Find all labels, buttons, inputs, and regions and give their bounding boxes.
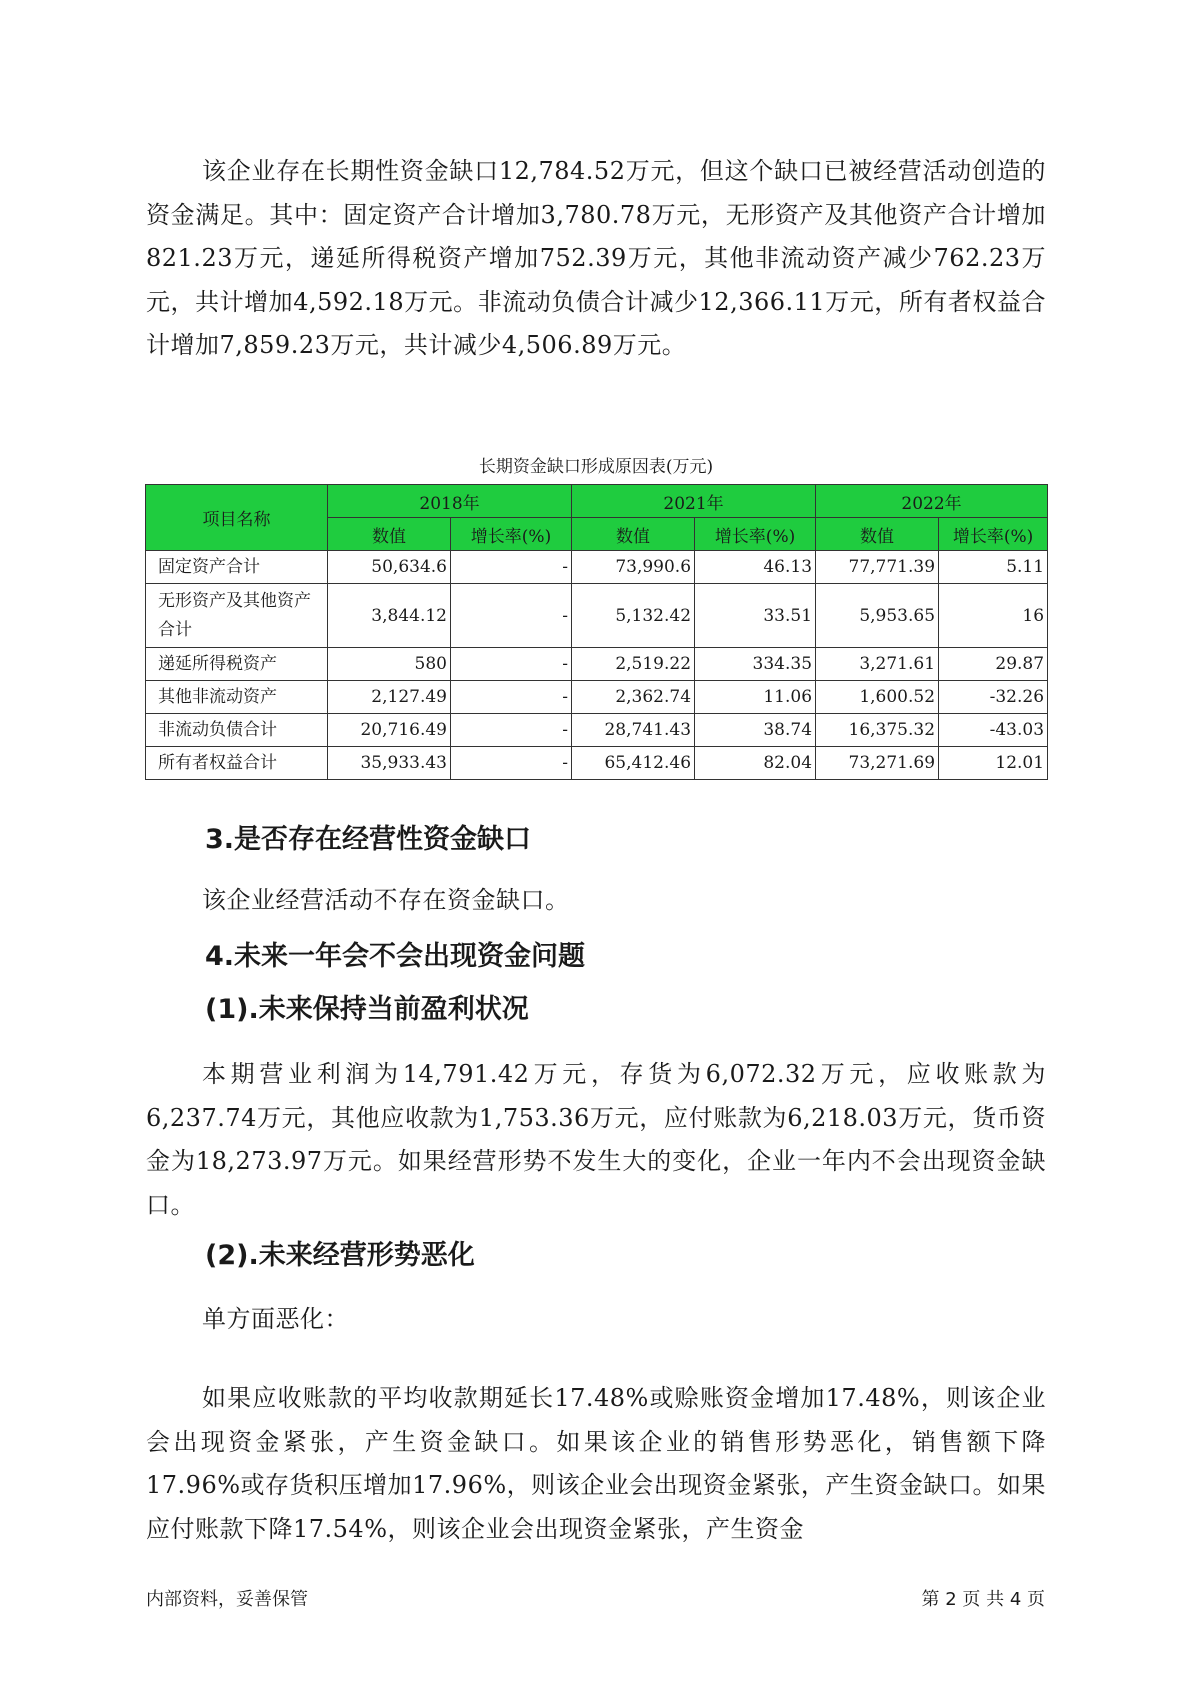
cell-value: 28,741.43 <box>572 714 695 747</box>
heading-operating-gap: 3.是否存在经营性资金缺口 <box>205 824 532 855</box>
header-value: 数值 <box>328 518 451 551</box>
cell-growth: - <box>451 648 572 681</box>
cell-value: 2,362.74 <box>572 681 695 714</box>
paragraph-operating-gap: 该企业经营活动不存在资金缺口。 <box>202 886 570 914</box>
paragraph-worsening-detail: 如果应收账款的平均收款期延长17.48%或赊账资金增加17.48%，则该企业会出现资金紧张，产生资金缺口。如果该企业的销售形势恶化，销售额下降17.96%或存货积压增加17.96%，则该企业会出现资金紧张，产生资金缺口。如果应付账款下降17.54%，则该企业会出现资金紧张，产生资金 <box>146 1384 1046 1543</box>
heading-keep-profit: (1).未来保持当前盈利状况 <box>205 994 529 1025</box>
long-term-gap-table <box>145 484 1048 780</box>
cell-growth: 33.51 <box>695 584 816 648</box>
table-row <box>146 714 1048 747</box>
header-year-2018: 2018年 <box>328 485 572 518</box>
cell-growth: 46.13 <box>695 551 816 584</box>
cell-growth: 29.87 <box>939 648 1048 681</box>
table-row <box>146 681 1048 714</box>
cell-value: 5,953.65 <box>816 584 939 648</box>
table-row <box>146 747 1048 780</box>
cell-growth: - <box>451 584 572 648</box>
cell-value: 77,771.39 <box>816 551 939 584</box>
header-item-name: 项目名称 <box>146 485 328 551</box>
cell-value: 50,634.6 <box>328 551 451 584</box>
cell-value: 3,271.61 <box>816 648 939 681</box>
row-name: 无形资产及其他资产合计 <box>146 584 328 648</box>
cell-value: 16,375.32 <box>816 714 939 747</box>
cell-value: 580 <box>328 648 451 681</box>
header-growth: 增长率(%) <box>451 518 572 551</box>
table-row <box>146 648 1048 681</box>
cell-growth: -32.26 <box>939 681 1048 714</box>
cell-growth: 16 <box>939 584 1048 648</box>
table-row <box>146 584 1048 648</box>
row-name: 固定资产合计 <box>146 551 328 584</box>
cell-growth: 12.01 <box>939 747 1048 780</box>
cell-value: 3,844.12 <box>328 584 451 648</box>
footer-page-number: 第 2 页 共 4 页 <box>921 1589 1045 1610</box>
header-year-2021: 2021年 <box>572 485 816 518</box>
heading-worsening: (2).未来经营形势恶化 <box>205 1240 475 1271</box>
cell-value: 73,271.69 <box>816 747 939 780</box>
cell-value: 1,600.52 <box>816 681 939 714</box>
cell-value: 2,519.22 <box>572 648 695 681</box>
cell-value: 5,132.42 <box>572 584 695 648</box>
cell-growth: - <box>451 747 572 780</box>
heading-next-year: 4.未来一年会不会出现资金问题 <box>205 941 586 972</box>
table-header-row-years <box>146 485 1048 518</box>
cell-value: 73,990.6 <box>572 551 695 584</box>
cell-growth: - <box>451 551 572 584</box>
paragraph-single-worsening: 单方面恶化： <box>202 1305 349 1333</box>
cell-value: 20,716.49 <box>328 714 451 747</box>
footer-confidential: 内部资料，妥善保管 <box>146 1589 308 1610</box>
cell-growth: 38.74 <box>695 714 816 747</box>
row-name: 所有者权益合计 <box>146 747 328 780</box>
header-year-2022: 2022年 <box>816 485 1048 518</box>
row-name: 其他非流动资产 <box>146 681 328 714</box>
paragraph-current-profit: 本期营业利润为14,791.42万元，存货为6,072.32万元，应收账款为6,237.74万元，其他应收款为1,753.36万元，应付账款为6,218.03万元，货币资金为18,273.97万元。如果经营形势不发生大的变化，企业一年内不会出现资金缺口。 <box>146 1060 1046 1219</box>
table-row <box>146 551 1048 584</box>
table-caption: 长期资金缺口形成原因表(万元) <box>478 457 714 477</box>
cell-value: 2,127.49 <box>328 681 451 714</box>
cell-growth: 11.06 <box>695 681 816 714</box>
cell-growth: 5.11 <box>939 551 1048 584</box>
header-growth: 增长率(%) <box>695 518 816 551</box>
cell-growth: - <box>451 714 572 747</box>
cell-growth: -43.03 <box>939 714 1048 747</box>
cell-growth: 334.35 <box>695 648 816 681</box>
header-value: 数值 <box>816 518 939 551</box>
row-name: 递延所得税资产 <box>146 648 328 681</box>
cell-growth: 82.04 <box>695 747 816 780</box>
cell-value: 65,412.46 <box>572 747 695 780</box>
row-name: 非流动负债合计 <box>146 714 328 747</box>
paragraph-long-term-gap: 该企业存在长期性资金缺口12,784.52万元，但这个缺口已被经营活动创造的资金满足。其中：固定资产合计增加3,780.78万元，无形资产及其他资产合计增加821.23万元，递延所得税资产增加752.39万元，其他非流动资产减少762.23万元，共计增加4,592.18万元。非流动负债合计减少12,366.11万元，所有者权益合计增加7,859.23万元，共计减少4,506.89万元。 <box>146 157 1046 359</box>
cell-growth: - <box>451 681 572 714</box>
header-growth: 增长率(%) <box>939 518 1048 551</box>
header-value: 数值 <box>572 518 695 551</box>
cell-value: 35,933.43 <box>328 747 451 780</box>
